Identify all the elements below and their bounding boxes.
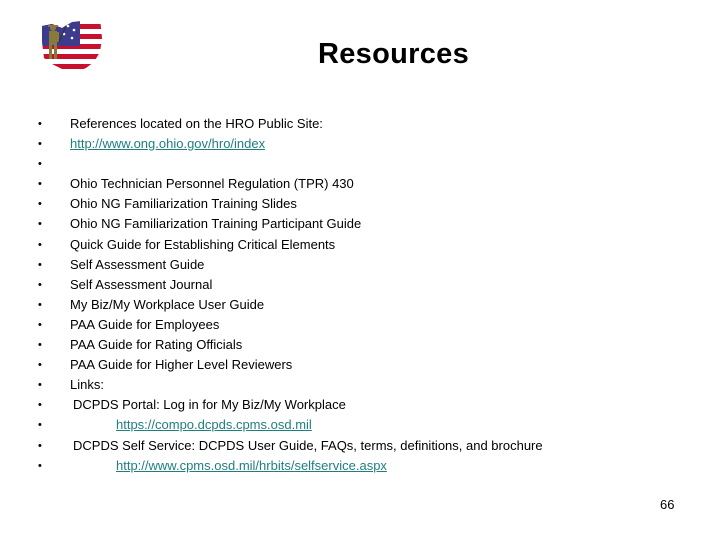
list-item-text: PAA Guide for Employees bbox=[70, 316, 220, 332]
bullet-icon: • bbox=[38, 379, 42, 392]
bullet-icon: • bbox=[38, 278, 42, 291]
bullet-icon: • bbox=[38, 238, 42, 251]
list-item-text: Self Assessment Guide bbox=[70, 256, 205, 272]
bullet-icon: • bbox=[38, 359, 42, 372]
list-item-text: DCPDS Portal: Log in for My Biz/My Workplace bbox=[73, 397, 346, 413]
list-item-text: Ohio NG Familiarization Training Slides bbox=[70, 196, 297, 212]
bullet-icon: • bbox=[38, 439, 42, 452]
list-item-text: PAA Guide for Higher Level Reviewers bbox=[70, 357, 293, 373]
bullet-icon: • bbox=[38, 399, 42, 412]
ohio-flag-soldier-logo bbox=[40, 18, 104, 78]
bullet-icon: • bbox=[38, 339, 42, 352]
bullet-icon: • bbox=[38, 118, 42, 130]
list-item-text: Links: bbox=[70, 377, 104, 393]
resource-link[interactable]: http://www.cpms.osd.mil/hrbits/selfservice.aspx bbox=[116, 457, 387, 473]
list-item-text: Ohio Technician Personnel Regulation (TPR) 430 bbox=[70, 176, 354, 192]
bullet-icon: • bbox=[38, 218, 42, 231]
list-item-text: DCPDS Self Service: DCPDS User Guide, FAQs, terms, definitions, and brochure bbox=[73, 437, 543, 453]
list-item-text: PAA Guide for Rating Officials bbox=[70, 337, 243, 353]
slide-title: Resources bbox=[318, 38, 469, 70]
list-item-text: Self Assessment Journal bbox=[70, 276, 213, 292]
list-item-text: Quick Guide for Establishing Critical Elements bbox=[70, 236, 336, 252]
bullet-icon: • bbox=[38, 198, 42, 211]
bullet-icon: • bbox=[38, 258, 42, 271]
bullet-icon: • bbox=[38, 178, 42, 191]
bullet-icon: • bbox=[38, 158, 42, 171]
bullet-icon: • bbox=[38, 459, 42, 472]
bullet-icon: • bbox=[38, 298, 42, 311]
bullet-icon: • bbox=[38, 138, 42, 151]
list-item-text: My Biz/My Workplace User Guide bbox=[70, 296, 265, 312]
resource-link[interactable]: https://compo.dcpds.cpms.osd.mil bbox=[116, 417, 312, 433]
list-item-text: References located on the HRO Public Site: bbox=[70, 116, 323, 131]
bullet-icon: • bbox=[38, 318, 42, 331]
bullet-icon: • bbox=[38, 419, 42, 432]
page-number: 66 bbox=[660, 497, 675, 512]
list-item-text: Ohio NG Familiarization Training Participant Guide bbox=[70, 216, 362, 232]
resource-link[interactable]: http://www.ong.ohio.gov/hro/index bbox=[70, 136, 266, 152]
